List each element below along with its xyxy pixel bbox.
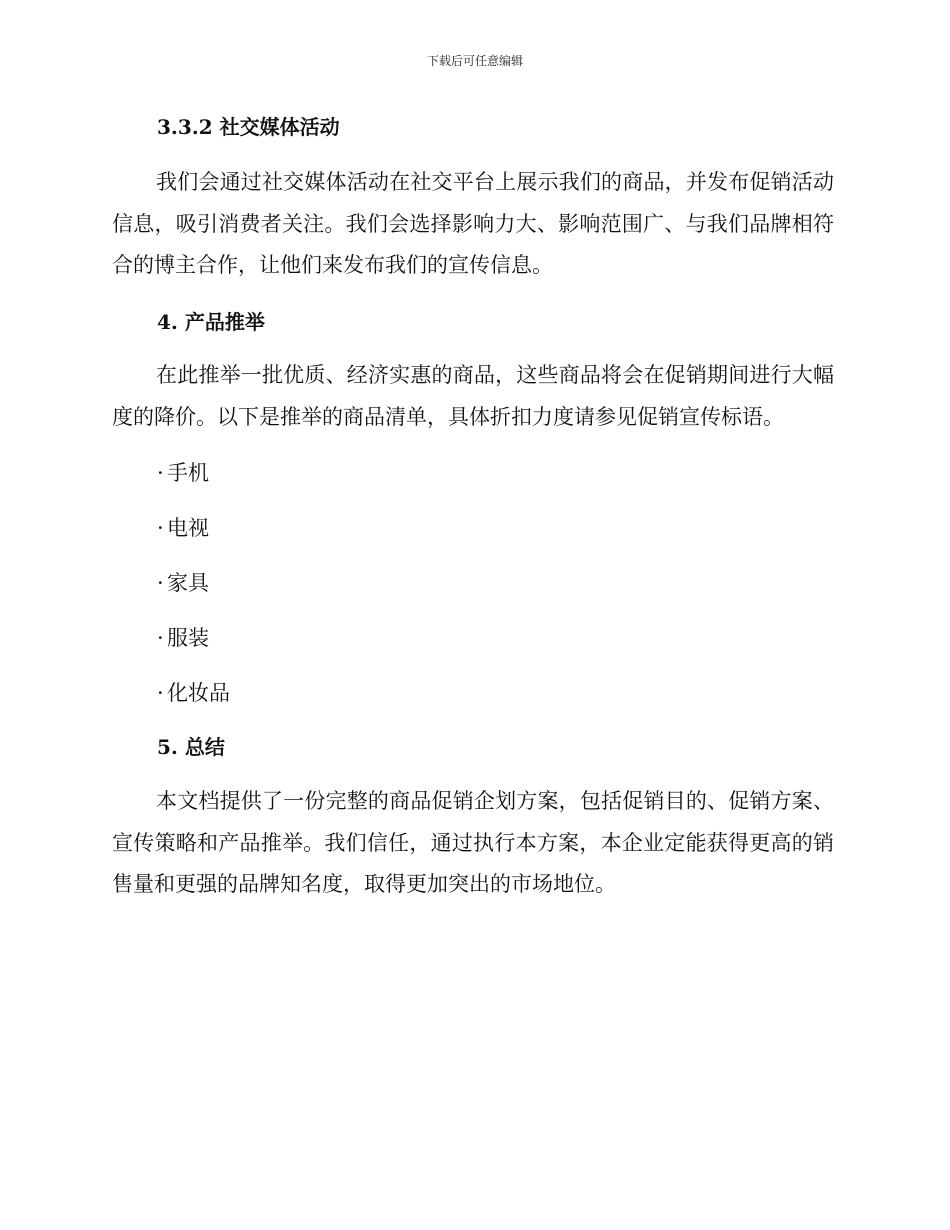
list-item-label: 家具	[167, 571, 209, 595]
list-item-label: 化妆品	[167, 681, 230, 705]
list-item-label: 服装	[167, 626, 209, 650]
list-item	[157, 513, 209, 543]
bullet-dot: ·	[157, 681, 164, 705]
section-heading-summary: 5. 总结	[157, 735, 225, 759]
list-item	[157, 623, 209, 653]
list-item	[157, 568, 209, 598]
paragraph-summary: 本文档提供了一份完整的商品促销企划方案，包括促销目的、促销方案、宣传策略和产品推举。我们信任，通过执行本方案，本企业定能获得更高的销售量和更强的品牌知名度，取得更加突出的市场地位。	[112, 789, 834, 896]
bullet-dot: ·	[157, 461, 164, 485]
bullet-dot: ·	[157, 626, 164, 650]
paragraph-social-media: 我们会通过社交媒体活动在社交平台上展示我们的商品，并发布促销活动信息，吸引消费者关注。我们会选择影响力大、影响范围广、与我们品牌相符合的博主合作，让他们来发布我们的宣传信息。	[112, 170, 834, 277]
list-item	[157, 458, 209, 488]
list-item-label: 电视	[167, 516, 209, 540]
paragraph-product-recommendation: 在此推举一批优质、经济实惠的商品，这些商品将会在促销期间进行大幅度的降价。以下是推举的商品清单，具体折扣力度请参见促销宣传标语。	[112, 363, 834, 429]
page-header-note: 下载后可任意编辑	[426, 54, 523, 68]
bullet-dot: ·	[157, 571, 164, 595]
section-heading-product-recommendation: 4. 产品推举	[157, 310, 265, 334]
bullet-dot: ·	[157, 516, 164, 540]
list-item	[157, 678, 230, 708]
list-item-label: 手机	[167, 461, 209, 485]
section-heading-social-media: 3.3.2 社交媒体活动	[157, 115, 340, 139]
